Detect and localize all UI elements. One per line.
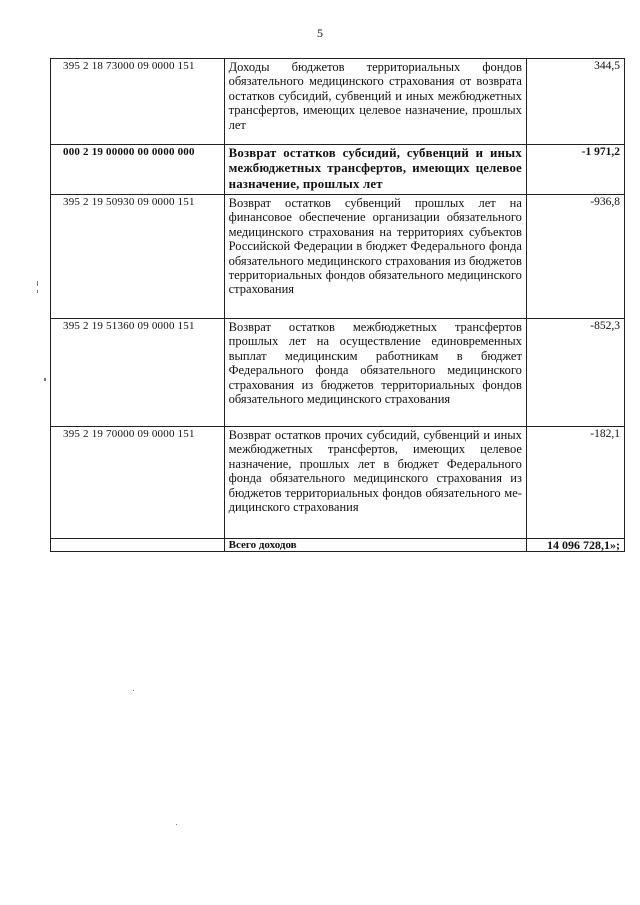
budget-code: 395 2 18 73000 09 0000 151 bbox=[51, 59, 225, 145]
total-amount: 14 096 728,1»; bbox=[526, 539, 624, 552]
amount: -1 971,2 bbox=[526, 145, 624, 195]
budget-code: 395 2 19 70000 09 0000 151 bbox=[51, 427, 225, 539]
table-row bbox=[51, 145, 625, 195]
scan-speck bbox=[176, 824, 177, 825]
amount: -852,3 bbox=[526, 319, 624, 427]
amount: -936,8 bbox=[526, 195, 624, 319]
revenue-name: Возврат остатков прочих субсидий, субвенций и иных межбюджетных трансфертов, имеющих целевое назначение, прошлых лет в бюджет Федерального фонда обязательного медицинского страхования из бюджетов территориальных фондов обязательного медицинского страхования bbox=[224, 427, 526, 539]
page-number: 5 bbox=[317, 26, 323, 40]
scan-speck bbox=[37, 281, 38, 286]
revenue-name: Возврат остатков субвенций прошлых лет на финансовое обеспечение организации обязательного медицинского страхования на территориях субъектов Российской Федерации в бюджет Федерального фонда обязательного медицинского страхования из бюджетов территориальных фондов обязательного медицинского страхования bbox=[224, 195, 526, 319]
table-row bbox=[51, 319, 625, 427]
revenue-name: Возврат остатков межбюджетных трансфертов прошлых лет на осуществление единовременных выплат медицинским работникам в бюджет Федерального фонда обязательного медицинского страхования из бюджетов территориальных фондов обязательного медицинского страхования bbox=[224, 319, 526, 427]
budget-code: 395 2 19 50930 09 0000 151 bbox=[51, 195, 225, 319]
scan-speck bbox=[44, 378, 46, 381]
revenue-table bbox=[50, 58, 625, 552]
total-code bbox=[51, 539, 225, 552]
table-row bbox=[51, 59, 625, 145]
revenue-name: Возврат остатков субсидий, субвенций и иных межбюджетных трансфертов, имеющих целевое назначение, прошлых лет bbox=[224, 145, 526, 195]
revenue-name: Доходы бюджетов территориальных фондов обязательного медицинского страхования от возврата остатков субсидий, субвенций и иных межбюджетных трансфертов, имеющих целевое назначение, прошлых лет bbox=[224, 59, 526, 145]
table-row bbox=[51, 195, 625, 319]
amount: 344,5 bbox=[526, 59, 624, 145]
total-row bbox=[51, 539, 625, 552]
scan-speck bbox=[37, 290, 38, 293]
table-row bbox=[51, 427, 625, 539]
total-label: Всего доходов bbox=[224, 539, 526, 552]
budget-code: 395 2 19 51360 09 0000 151 bbox=[51, 319, 225, 427]
scan-speck bbox=[133, 690, 134, 691]
amount: -182,1 bbox=[526, 427, 624, 539]
budget-code: 000 2 19 00000 00 0000 000 bbox=[51, 145, 225, 195]
